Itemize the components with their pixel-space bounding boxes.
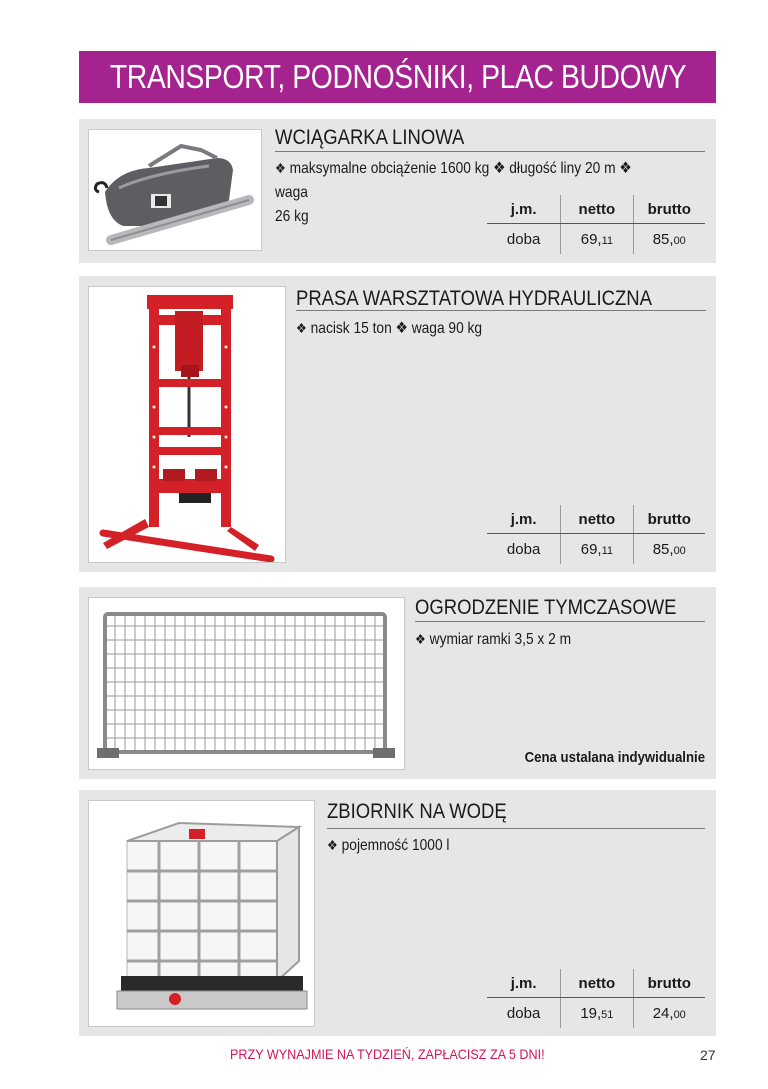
diamond-bullet-icon: ❖ [296,320,307,336]
net-price: 69,11 [561,224,633,255]
page-number: 27 [700,1047,716,1063]
unit-value: doba [506,230,541,248]
press-illustration [89,287,285,562]
product-title: PRASA WARSZTATOWA HYDRAULICZNA [296,287,652,310]
tank-illustration [89,801,314,1026]
product-card-press [79,276,716,572]
product-card-tank [79,790,716,1036]
gross-header: brutto [633,505,705,534]
price-table [487,969,705,1028]
unit-value: doba [506,1004,541,1022]
fence-image [88,597,405,770]
net-price: 69,11 [561,534,633,565]
product-specs: ❖ nacisk 15 ton ❖ waga 90 kg [296,320,483,337]
unit-header: j.m. [487,195,561,224]
tank-image [88,800,315,1027]
unit-value: doba [506,540,541,558]
gross-price: 85,00 [633,534,705,565]
diamond-bullet-icon: ❖ [415,631,426,647]
unit-header: j.m. [487,505,561,534]
gross-header: brutto [633,195,705,224]
product-specs: ❖ wymiar ramki 3,5 x 2 m [415,631,572,648]
diamond-bullet-icon: ❖ [275,160,286,176]
unit-header: j.m. [487,969,561,998]
promo-footer: PRZY WYNAJMIE NA TYDZIEŃ, ZAPŁACISZ ZA 5 DNI! [230,1046,545,1062]
gross-price: 85,00 [633,224,705,255]
gross-header: brutto [633,969,705,998]
title-rule [296,310,706,311]
press-image [88,286,286,563]
product-title: ZBIORNIK NA WODĘ [327,800,507,823]
title-rule [327,828,705,829]
product-specs: ❖ pojemność 1000 l [327,837,450,854]
net-header: netto [561,969,633,998]
net-header: netto [561,195,633,224]
title-rule [275,151,705,152]
fence-illustration [89,598,404,769]
section-title: TRANSPORT, PODNOŚNIKI, PLAC BUDOWY [109,58,686,95]
product-card-winch [79,119,716,263]
price-table [487,505,705,564]
product-title: OGRODZENIE TYMCZASOWE [415,596,677,619]
product-card-fence [79,587,716,779]
product-specs: ❖ maksymalne obciążenie 1600 kg ❖ długość liny 20 m ❖ waga 26 kg [275,160,632,225]
section-banner [79,51,716,103]
product-title: WCIĄGARKA LINOWA [275,126,465,149]
title-rule [415,621,705,622]
net-price: 19,51 [561,998,633,1029]
net-header: netto [561,505,633,534]
price-table [487,195,705,254]
winch-image [88,129,262,251]
winch-illustration [89,130,261,250]
price-note: Cena ustalana indywidualnie [524,749,705,766]
gross-price: 24,00 [633,998,705,1029]
diamond-bullet-icon: ❖ [327,837,338,853]
